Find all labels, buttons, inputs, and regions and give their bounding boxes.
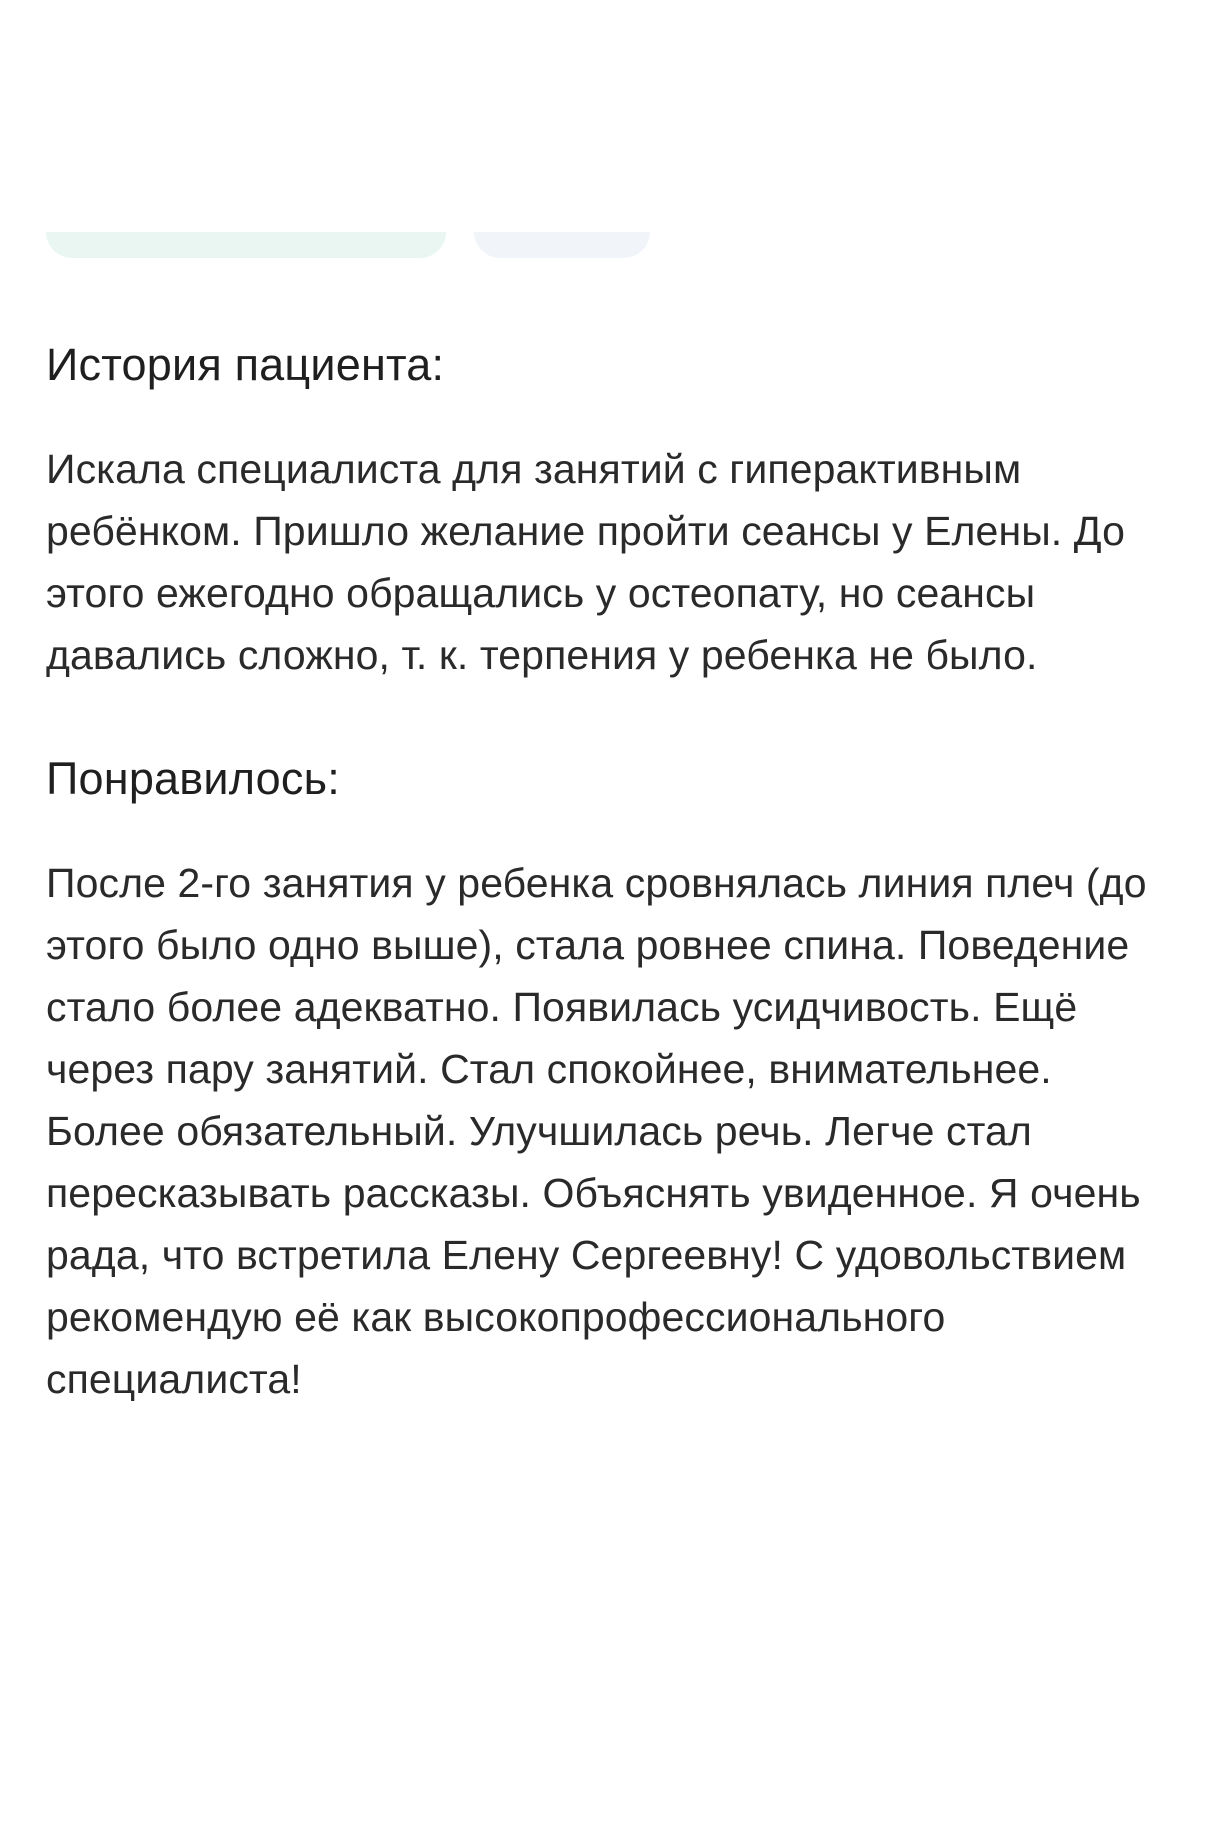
patient-history-section [46,336,1176,686]
patient-history-title: История пациента: [46,339,445,390]
review-content [46,336,1176,1410]
patient-history-text: Искала специалиста для занятий с гиперактивным ребёнком. Пришло желание пройти сеансы у Елены. До этого ежегодно обращались у остеопату, но сеансы давались сложно, т. к. терпения у ребенка не было. [46,446,1125,678]
tag-chip-2[interactable] [474,232,650,258]
tag-chip-1[interactable] [46,232,446,258]
liked-section [46,750,1176,1410]
liked-text: После 2-го занятия у ребенка сровнялась линия плеч (до этого было одно выше), стала ровнее спина. Поведение стало более адекватно. Появилась усидчивость. Ещё через пару занятий. Стал спокойнее, внимательнее. Более обязательный. Улучшилась речь. Легче стал пересказывать рассказы. Объяснять увиденное. Я очень рада, что встретила Елену Сергеевну! С удовольствием рекомендую её как высокопрофессионального специалиста! [46,860,1147,1402]
tag-chips-row [46,232,666,272]
liked-title: Понравилось: [46,753,340,804]
